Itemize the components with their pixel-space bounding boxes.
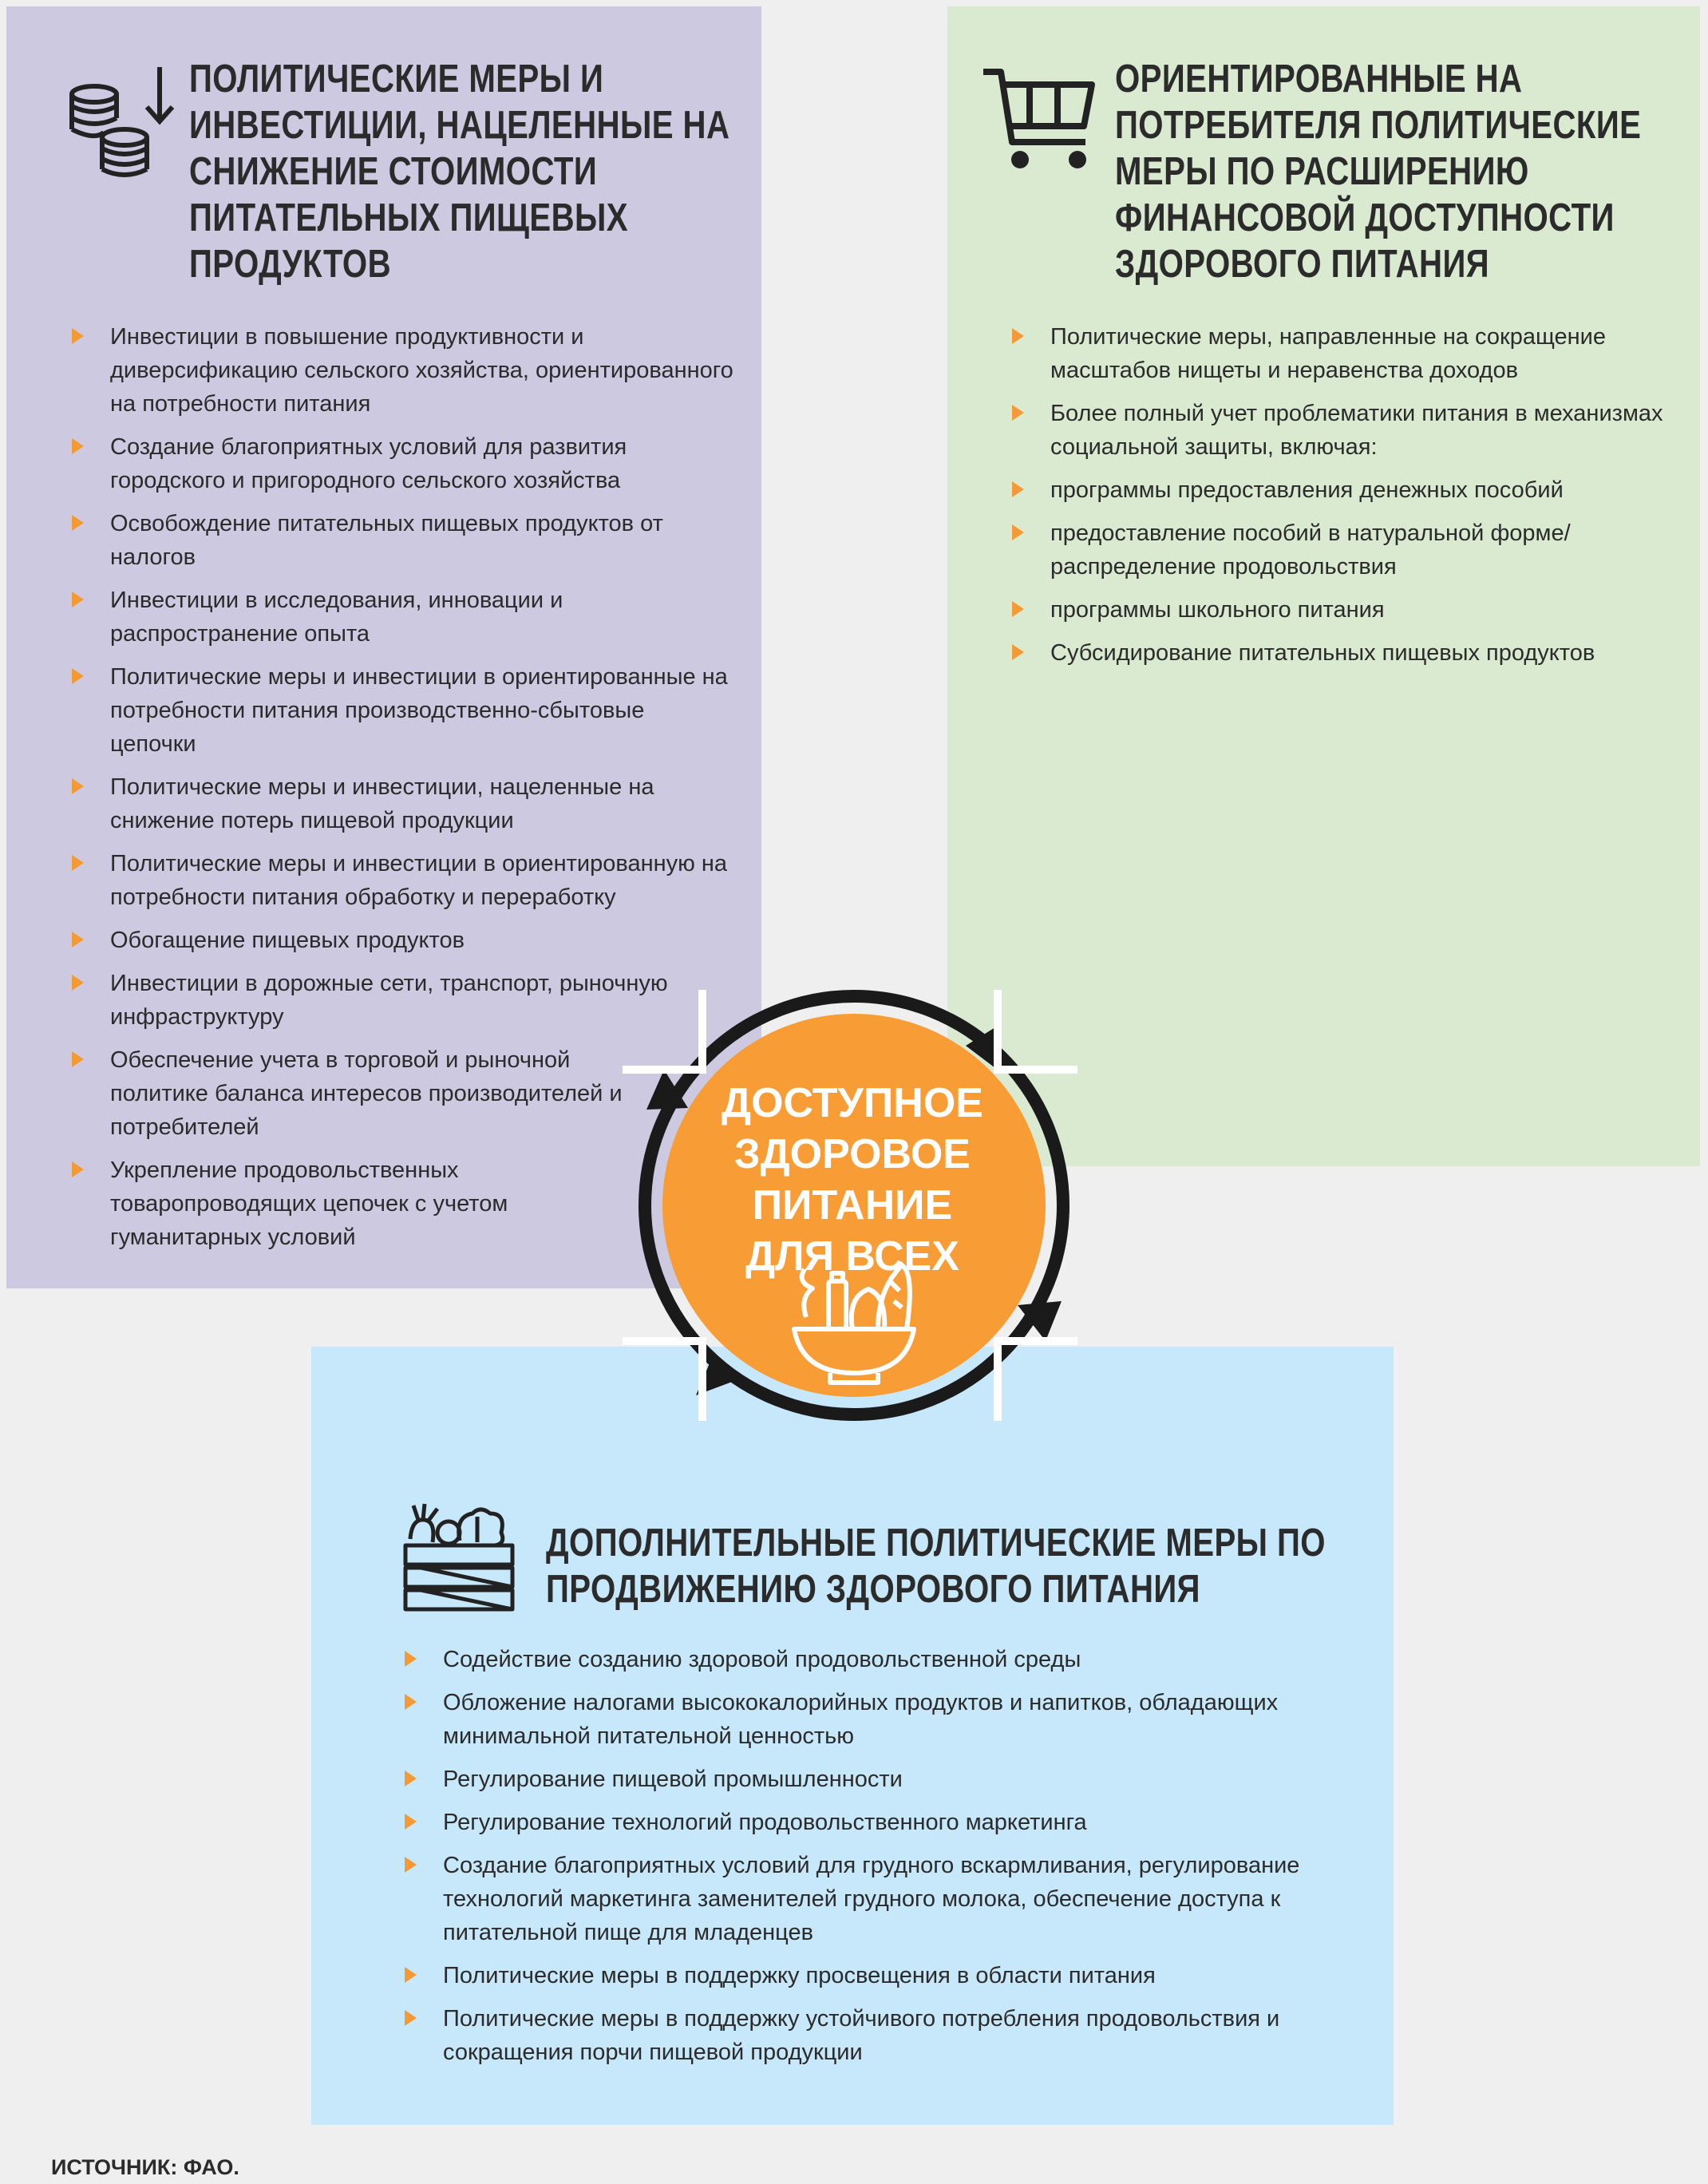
list-consumer-affordability — [1012, 320, 1674, 679]
source-note: ИСТОЧНИК: ФАО. — [51, 2155, 239, 2179]
list-item: Регулирование пищевой промышленности — [405, 1763, 1362, 1796]
bullet-triangle-icon — [405, 1814, 417, 1830]
bullet-triangle-icon — [1012, 524, 1024, 540]
list-item: Создание благоприятных условий для грудного вскармливания, регулирование технологий маркетинга заменителей грудного молока, обеспечение доступа к питательной пище для младенцев — [405, 1849, 1362, 1949]
bullet-triangle-icon — [72, 975, 84, 991]
shopping-cart-icon — [982, 64, 1101, 184]
bullet-triangle-icon — [405, 1967, 417, 1983]
coins-down-arrow-icon — [64, 64, 184, 184]
bullet-triangle-icon — [72, 855, 84, 871]
list-item: Более полный учет проблематики питания в механизмах социальной защиты, включая: — [1012, 397, 1674, 464]
list-item: Создание благоприятных условий для развития городского и пригородного сельского хозяйства — [72, 430, 734, 497]
bullet-triangle-icon — [72, 1161, 84, 1177]
hub-title-line: ЗДОРОВОЕ ПИТАНИЕ — [734, 1131, 971, 1228]
bullet-triangle-icon — [1012, 644, 1024, 660]
bullet-triangle-icon — [72, 1051, 84, 1067]
bullet-triangle-icon — [405, 1694, 417, 1710]
list-item: Политические меры и инвестиции в ориентированную на потребности питания обработку и переработку — [72, 847, 734, 914]
bullet-triangle-icon — [405, 2010, 417, 2026]
heading-cost-reduction: ПОЛИТИЧЕСКИЕ МЕРЫ И ИНВЕСТИЦИИ, НАЦЕЛЕННЫЕ НА СНИЖЕНИЕ СТОИМОСТИ ПИТАТЕЛЬНЫХ ПИЩЕВЫХ ПРОДУКТОВ — [189, 57, 730, 286]
list-healthy-diet-promotion — [405, 1643, 1362, 2079]
hub-title — [629, 1078, 1076, 1282]
bullet-triangle-icon — [405, 1771, 417, 1786]
list-item: Обеспечение учета в торговой и рыночной политике баланса интересов производителей и потребителей — [72, 1043, 637, 1144]
list-item: Регулирование технологий продовольственного маркетинга — [405, 1806, 1362, 1839]
bullet-triangle-icon — [1012, 481, 1024, 497]
bullet-triangle-icon — [72, 515, 84, 531]
bullet-triangle-icon — [1012, 328, 1024, 344]
bullet-triangle-icon — [72, 328, 84, 344]
list-item: Инвестиции в повышение продуктивности и диверсификацию сельского хозяйства, ориентированного на потребности питания — [72, 320, 734, 421]
list-item: Обогащение пищевых продуктов — [72, 924, 734, 957]
bullet-triangle-icon — [72, 438, 84, 454]
bullet-triangle-icon — [72, 592, 84, 607]
list-item: Политические меры, направленные на сокращение масштабов нищеты и неравенства доходов — [1012, 320, 1674, 387]
heading-healthy-diet-promotion: ДОПОЛНИТЕЛЬНЫЕ ПОЛИТИЧЕСКИЕ МЕРЫ ПО ПРОДВИЖЕНИЮ ЗДОРОВОГО ПИТАНИЯ — [546, 1521, 1326, 1611]
hub-title-line: ДЛЯ ВСЕХ — [745, 1233, 959, 1280]
list-item: Политические меры в поддержку просвещения в области питания — [405, 1959, 1362, 1992]
bullet-triangle-icon — [405, 1651, 417, 1667]
hub-title-line: ДОСТУПНОЕ — [722, 1080, 983, 1126]
list-item: Субсидирование питательных пищевых продуктов — [1012, 636, 1674, 670]
list-item: программы предоставления денежных пособий — [1012, 473, 1674, 507]
list-item: Освобождение питательных пищевых продуктов от налогов — [72, 507, 734, 574]
list-item: Инвестиции в исследования, инновации и распространение опыта — [72, 584, 734, 651]
list-item: Обложение налогами высококалорийных продуктов и напитков, обладающих минимальной питательной ценностью — [405, 1686, 1362, 1753]
bullet-triangle-icon — [72, 932, 84, 948]
list-item: Укрепление продовольственных товаропроводящих цепочек с учетом гуманитарных условий — [72, 1153, 589, 1254]
list-item: Содействие созданию здоровой продовольственной среды — [405, 1643, 1362, 1676]
bullet-triangle-icon — [72, 668, 84, 684]
bullet-triangle-icon — [72, 778, 84, 794]
bullet-triangle-icon — [405, 1857, 417, 1873]
list-item: программы школьного питания — [1012, 593, 1674, 627]
list-item: Политические меры в поддержку устойчивого потребления продовольствия и сокращения порчи пищевой продукции — [405, 2002, 1362, 2069]
vegetable-crate-icon — [399, 1493, 519, 1612]
heading-consumer-affordability: ОРИЕНТИРОВАННЫЕ НА ПОТРЕБИТЕЛЯ ПОЛИТИЧЕСКИЕ МЕРЫ ПО РАСШИРЕНИЮ ФИНАНСОВОЙ ДОСТУПНОСТИ ЗДОРОВОГО ПИТАНИЯ — [1115, 57, 1642, 286]
list-item: Политические меры и инвестиции, нацеленные на снижение потерь пищевой продукции — [72, 770, 734, 837]
list-item: Инвестиции в дорожные сети, транспорт, рыночную инфраструктуру — [72, 967, 685, 1034]
list-item: Политические меры и инвестиции в ориентированные на потребности питания производственно-сбытовые цепочки — [72, 660, 734, 761]
bullet-triangle-icon — [1012, 405, 1024, 421]
bullet-triangle-icon — [1012, 601, 1024, 617]
list-item: предоставление пособий в натуральной форме/ распределение продовольствия — [1012, 516, 1674, 584]
